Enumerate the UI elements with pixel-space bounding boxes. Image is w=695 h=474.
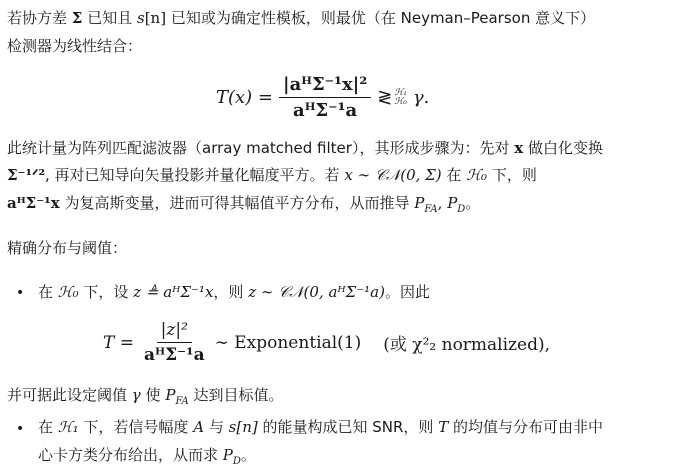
bullet-dot: •: [16, 421, 25, 437]
para2-line3: aᴴΣ⁻¹x 为复高斯变量，进而可得其幅值平方分布，从而推导 $P_{FA}$, $P_D$。: [7, 194, 481, 215]
bullet1-text: 在 ℋ₀ 下，设 z ≜ aᴴΣ⁻¹x，则 z ∼ 𝒞𝒩(0, aᴴΣ⁻¹a)。因此: [38, 283, 430, 301]
para1-line2: 检测器为线性结合：: [7, 37, 143, 55]
equation-test-statistic: T(x) = $\frac{\text{|aᴴΣ⁻¹x|²}}{\text{aᴴΣ⁻¹a}}$ ≷ ℋ₁ ℋ₀ γ.: [216, 74, 430, 121]
hypothesis-stack: ℋ₁ ℋ₀: [394, 87, 407, 107]
section-title: 精确分布与阈值：: [7, 239, 128, 257]
para2-line1: 此统计量为阵列匹配滤波器（array matched filter），其形成步骤为：先对 x 做白化变换: [7, 139, 603, 157]
bullet2-line1: 在 ℋ₁ 下，若信号幅度 A 与 s[n] 的能量构成已知 SNR，则 T 的均值与分布可由非中: [38, 418, 604, 436]
para2-line2: Σ⁻¹ᐟ², 再对已知导向矢量投影并量化幅度平方。若 x ∼ 𝒞𝒩(0, Σ) 在 ℋ₀ 下，则: [7, 166, 537, 184]
eq1-fraction: $\frac{\text{|aᴴΣ⁻¹x|²}}{\text{aᴴΣ⁻¹a}}$: [279, 74, 371, 121]
para3-line: 并可据此设定阈值 γ 使 $P_{FA}$ 达到目标值。: [7, 386, 284, 407]
bullet2-line2: 心卡方类分布给出，从而求 $P_D$。: [38, 446, 256, 467]
eq2-fraction: $\frac{\text{|z|²}}{\text{aᴴΣ⁻¹a}}$: [144, 320, 205, 365]
bullet-dot: •: [16, 285, 25, 301]
para1-line1: 若协方差 Σ 已知且 s[n] 已知或为确定性模板，则最优（在 Neyman–Pearson 意义下）: [7, 9, 596, 27]
equation-null-distribution: T = $\frac{\text{|z|²}}{\text{aᴴΣ⁻¹a}}$ ∼ Exponential(1) (或 χ²₂ normalized),: [103, 320, 550, 365]
